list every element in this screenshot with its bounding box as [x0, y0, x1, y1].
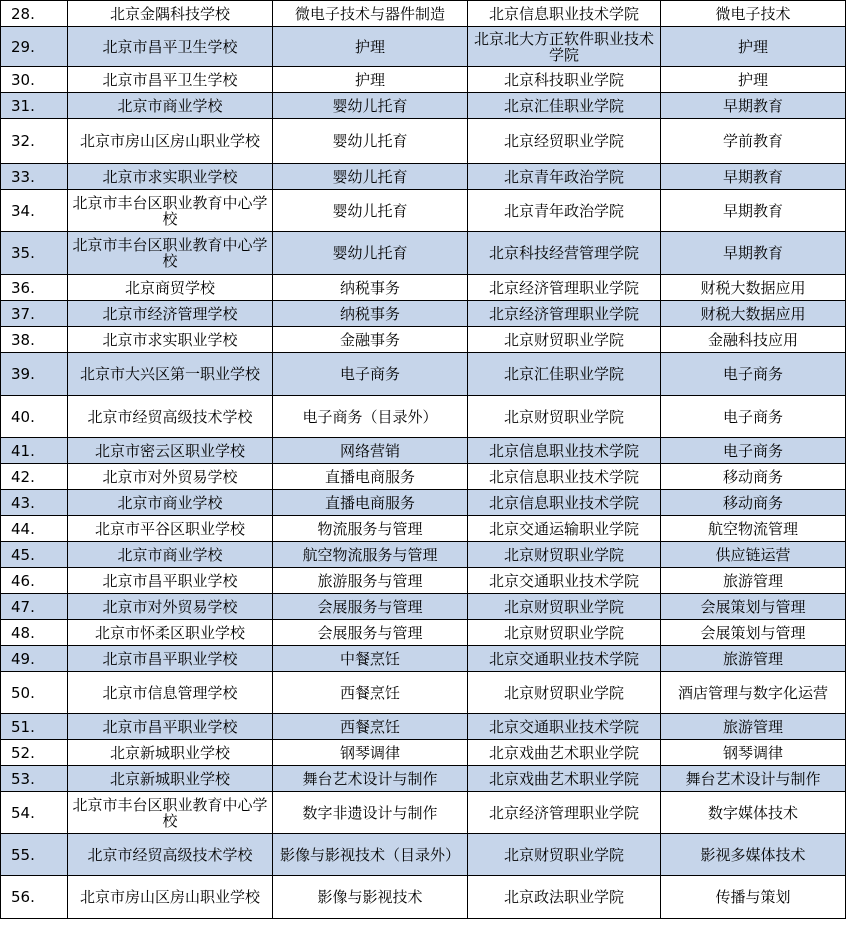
- secondary-major-cell: 西餐烹饪: [273, 714, 468, 740]
- higher-major-cell: 数字媒体技术: [661, 792, 846, 834]
- table-row: [1, 792, 846, 834]
- secondary-school-cell: 北京新城职业学校: [68, 740, 273, 766]
- row-number: 32.: [1, 119, 68, 164]
- row-number: 38.: [1, 327, 68, 353]
- higher-college-cell: 北京青年政治学院: [468, 190, 661, 232]
- higher-college-cell: 北京信息职业技术学院: [468, 490, 661, 516]
- higher-major-cell: 早期教育: [661, 232, 846, 275]
- higher-college-cell: 北京汇佳职业学院: [468, 353, 661, 396]
- secondary-school-cell: 北京市房山区房山职业学校: [68, 876, 273, 919]
- secondary-school-cell: 北京市求实职业学校: [68, 164, 273, 190]
- secondary-major-cell: 直播电商服务: [273, 464, 468, 490]
- table-row: [1, 119, 846, 164]
- higher-college-cell: 北京财贸职业学院: [468, 594, 661, 620]
- secondary-major-cell: 婴幼儿托育: [273, 190, 468, 232]
- row-number: 49.: [1, 646, 68, 672]
- higher-major-cell: 护理: [661, 27, 846, 67]
- secondary-school-cell: 北京新城职业学校: [68, 766, 273, 792]
- table-row: [1, 232, 846, 275]
- higher-college-cell: 北京汇佳职业学院: [468, 93, 661, 119]
- row-number: 40.: [1, 396, 68, 438]
- higher-college-cell: 北京信息职业技术学院: [468, 1, 661, 27]
- secondary-school-cell: 北京市大兴区第一职业学校: [68, 353, 273, 396]
- higher-college-cell: 北京北大方正软件职业技术学院: [468, 27, 661, 67]
- secondary-major-cell: 婴幼儿托育: [273, 119, 468, 164]
- row-number: 52.: [1, 740, 68, 766]
- table-row: [1, 27, 846, 67]
- higher-college-cell: 北京财贸职业学院: [468, 620, 661, 646]
- higher-college-cell: 北京交通运输职业学院: [468, 516, 661, 542]
- higher-major-cell: 早期教育: [661, 93, 846, 119]
- higher-major-cell: 金融科技应用: [661, 327, 846, 353]
- secondary-school-cell: 北京市商业学校: [68, 490, 273, 516]
- higher-major-cell: 旅游管理: [661, 714, 846, 740]
- higher-major-cell: 电子商务: [661, 438, 846, 464]
- row-number: 50.: [1, 672, 68, 714]
- secondary-school-cell: 北京市商业学校: [68, 542, 273, 568]
- secondary-major-cell: 数字非遗设计与制作: [273, 792, 468, 834]
- row-number: 30.: [1, 67, 68, 93]
- row-number: 41.: [1, 438, 68, 464]
- secondary-major-cell: 旅游服务与管理: [273, 568, 468, 594]
- row-number: 43.: [1, 490, 68, 516]
- table-row: [1, 438, 846, 464]
- table-row: [1, 190, 846, 232]
- secondary-school-cell: 北京市昌平职业学校: [68, 714, 273, 740]
- secondary-major-cell: 会展服务与管理: [273, 620, 468, 646]
- table-row: [1, 301, 846, 327]
- higher-college-cell: 北京经济管理职业学院: [468, 792, 661, 834]
- higher-college-cell: 北京信息职业技术学院: [468, 438, 661, 464]
- higher-major-cell: 旅游管理: [661, 568, 846, 594]
- higher-major-cell: 移动商务: [661, 464, 846, 490]
- higher-college-cell: 北京交通职业技术学院: [468, 714, 661, 740]
- higher-college-cell: 北京交通职业技术学院: [468, 568, 661, 594]
- secondary-school-cell: 北京市经济管理学校: [68, 301, 273, 327]
- higher-major-cell: 钢琴调律: [661, 740, 846, 766]
- higher-major-cell: 财税大数据应用: [661, 275, 846, 301]
- table-row: [1, 740, 846, 766]
- row-number: 29.: [1, 27, 68, 67]
- secondary-major-cell: 物流服务与管理: [273, 516, 468, 542]
- table-row: [1, 646, 846, 672]
- table-row: [1, 490, 846, 516]
- table-row: [1, 327, 846, 353]
- secondary-major-cell: 直播电商服务: [273, 490, 468, 516]
- higher-major-cell: 航空物流管理: [661, 516, 846, 542]
- row-number: 45.: [1, 542, 68, 568]
- secondary-major-cell: 会展服务与管理: [273, 594, 468, 620]
- higher-major-cell: 财税大数据应用: [661, 301, 846, 327]
- row-number: 46.: [1, 568, 68, 594]
- secondary-school-cell: 北京市丰台区职业教育中心学校: [68, 232, 273, 275]
- secondary-school-cell: 北京市昌平职业学校: [68, 568, 273, 594]
- secondary-major-cell: 微电子技术与器件制造: [273, 1, 468, 27]
- program-table-body: [1, 1, 846, 919]
- higher-major-cell: 影视多媒体技术: [661, 834, 846, 876]
- table-row: [1, 620, 846, 646]
- secondary-major-cell: 婴幼儿托育: [273, 232, 468, 275]
- row-number: 31.: [1, 93, 68, 119]
- higher-major-cell: 电子商务: [661, 396, 846, 438]
- row-number: 47.: [1, 594, 68, 620]
- row-number: 56.: [1, 876, 68, 919]
- secondary-school-cell: 北京市怀柔区职业学校: [68, 620, 273, 646]
- secondary-school-cell: 北京市昌平职业学校: [68, 646, 273, 672]
- secondary-major-cell: 中餐烹饪: [273, 646, 468, 672]
- secondary-major-cell: 纳税事务: [273, 301, 468, 327]
- table-row: [1, 516, 846, 542]
- table-row: [1, 93, 846, 119]
- secondary-school-cell: 北京市对外贸易学校: [68, 464, 273, 490]
- higher-major-cell: 会展策划与管理: [661, 620, 846, 646]
- table-row: [1, 714, 846, 740]
- higher-college-cell: 北京经济管理职业学院: [468, 301, 661, 327]
- secondary-major-cell: 电子商务: [273, 353, 468, 396]
- secondary-major-cell: 影像与影视技术（目录外）: [273, 834, 468, 876]
- table-row: [1, 542, 846, 568]
- higher-major-cell: 早期教育: [661, 164, 846, 190]
- higher-major-cell: 传播与策划: [661, 876, 846, 919]
- secondary-major-cell: 钢琴调律: [273, 740, 468, 766]
- secondary-major-cell: 舞台艺术设计与制作: [273, 766, 468, 792]
- row-number: 33.: [1, 164, 68, 190]
- table-row: [1, 353, 846, 396]
- secondary-major-cell: 影像与影视技术: [273, 876, 468, 919]
- secondary-school-cell: 北京市经贸高级技术学校: [68, 834, 273, 876]
- row-number: 42.: [1, 464, 68, 490]
- higher-college-cell: 北京财贸职业学院: [468, 327, 661, 353]
- table-row: [1, 275, 846, 301]
- row-number: 55.: [1, 834, 68, 876]
- secondary-school-cell: 北京市经贸高级技术学校: [68, 396, 273, 438]
- table-row: [1, 464, 846, 490]
- higher-major-cell: 学前教育: [661, 119, 846, 164]
- higher-college-cell: 北京财贸职业学院: [468, 542, 661, 568]
- table-row: [1, 568, 846, 594]
- higher-major-cell: 旅游管理: [661, 646, 846, 672]
- secondary-school-cell: 北京金隅科技学校: [68, 1, 273, 27]
- higher-college-cell: 北京青年政治学院: [468, 164, 661, 190]
- higher-college-cell: 北京科技职业学院: [468, 67, 661, 93]
- higher-college-cell: 北京经济管理职业学院: [468, 275, 661, 301]
- secondary-school-cell: 北京市房山区房山职业学校: [68, 119, 273, 164]
- secondary-major-cell: 西餐烹饪: [273, 672, 468, 714]
- row-number: 28.: [1, 1, 68, 27]
- higher-college-cell: 北京科技经营管理学院: [468, 232, 661, 275]
- row-number: 35.: [1, 232, 68, 275]
- higher-college-cell: 北京戏曲艺术职业学院: [468, 740, 661, 766]
- secondary-major-cell: 金融事务: [273, 327, 468, 353]
- secondary-major-cell: 护理: [273, 27, 468, 67]
- higher-major-cell: 供应链运营: [661, 542, 846, 568]
- table-row: [1, 766, 846, 792]
- row-number: 39.: [1, 353, 68, 396]
- row-number: 34.: [1, 190, 68, 232]
- secondary-school-cell: 北京市丰台区职业教育中心学校: [68, 190, 273, 232]
- secondary-school-cell: 北京市昌平卫生学校: [68, 27, 273, 67]
- secondary-school-cell: 北京市密云区职业学校: [68, 438, 273, 464]
- higher-college-cell: 北京财贸职业学院: [468, 396, 661, 438]
- secondary-school-cell: 北京市丰台区职业教育中心学校: [68, 792, 273, 834]
- table-row: [1, 834, 846, 876]
- secondary-school-cell: 北京市求实职业学校: [68, 327, 273, 353]
- row-number: 37.: [1, 301, 68, 327]
- row-number: 44.: [1, 516, 68, 542]
- higher-college-cell: 北京财贸职业学院: [468, 834, 661, 876]
- table-row: [1, 67, 846, 93]
- secondary-school-cell: 北京市昌平卫生学校: [68, 67, 273, 93]
- table-row: [1, 594, 846, 620]
- table-row: [1, 1, 846, 27]
- row-number: 51.: [1, 714, 68, 740]
- higher-major-cell: 早期教育: [661, 190, 846, 232]
- higher-major-cell: 舞台艺术设计与制作: [661, 766, 846, 792]
- row-number: 54.: [1, 792, 68, 834]
- secondary-school-cell: 北京市信息管理学校: [68, 672, 273, 714]
- secondary-major-cell: 电子商务（目录外）: [273, 396, 468, 438]
- higher-college-cell: 北京信息职业技术学院: [468, 464, 661, 490]
- higher-major-cell: 电子商务: [661, 353, 846, 396]
- higher-major-cell: 酒店管理与数字化运营: [661, 672, 846, 714]
- higher-college-cell: 北京戏曲艺术职业学院: [468, 766, 661, 792]
- secondary-major-cell: 婴幼儿托育: [273, 93, 468, 119]
- table-row: [1, 876, 846, 919]
- table-row: [1, 396, 846, 438]
- secondary-school-cell: 北京市平谷区职业学校: [68, 516, 273, 542]
- secondary-major-cell: 纳税事务: [273, 275, 468, 301]
- secondary-major-cell: 航空物流服务与管理: [273, 542, 468, 568]
- row-number: 53.: [1, 766, 68, 792]
- higher-college-cell: 北京政法职业学院: [468, 876, 661, 919]
- higher-major-cell: 移动商务: [661, 490, 846, 516]
- secondary-major-cell: 婴幼儿托育: [273, 164, 468, 190]
- row-number: 36.: [1, 275, 68, 301]
- table-row: [1, 672, 846, 714]
- higher-college-cell: 北京财贸职业学院: [468, 672, 661, 714]
- higher-major-cell: 微电子技术: [661, 1, 846, 27]
- table-row: [1, 164, 846, 190]
- secondary-school-cell: 北京市商业学校: [68, 93, 273, 119]
- higher-major-cell: 会展策划与管理: [661, 594, 846, 620]
- secondary-school-cell: 北京商贸学校: [68, 275, 273, 301]
- higher-major-cell: 护理: [661, 67, 846, 93]
- secondary-major-cell: 网络营销: [273, 438, 468, 464]
- secondary-school-cell: 北京市对外贸易学校: [68, 594, 273, 620]
- higher-college-cell: 北京交通职业技术学院: [468, 646, 661, 672]
- secondary-major-cell: 护理: [273, 67, 468, 93]
- higher-college-cell: 北京经贸职业学院: [468, 119, 661, 164]
- row-number: 48.: [1, 620, 68, 646]
